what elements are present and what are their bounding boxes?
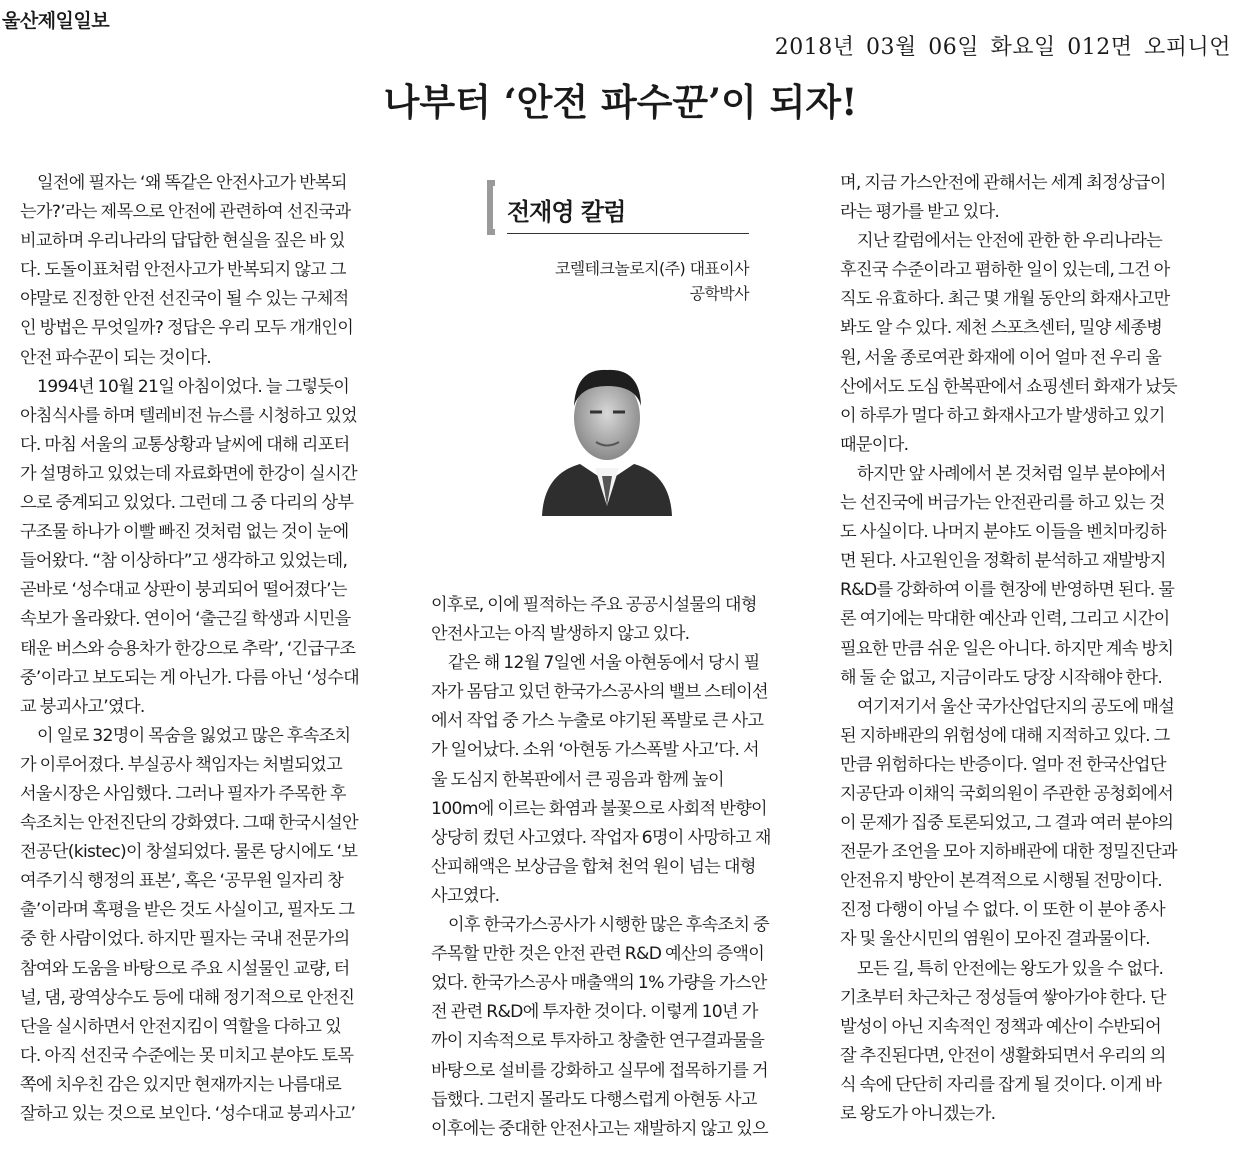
text-line: 안전 파수꾼이 되는 것이다.	[20, 347, 211, 368]
text-line: 1994년 10월 21일 아침이었다. 늘 그렇듯이	[37, 376, 350, 397]
text-line: 기초부터 차근차근 정성들여 쌓아가야 한다. 단	[840, 987, 1166, 1008]
text-line: 전 관련 R&D에 투자한 것이다. 이렇게 10년 가	[431, 1002, 758, 1023]
text-line: 후진국 수준이라고 폄하한 일이 있는데, 그건 아	[840, 260, 1170, 281]
text-line: 바탕으로 설비를 강화하고 실무에 접목하기를 거	[431, 1060, 768, 1081]
text-line: 잘하고 있는 것으로 보인다. ‘성수대교 붕괴사고’	[20, 1104, 356, 1124]
text-line: 면 된다. 사고원인을 정확히 분석하고 재발방지	[840, 551, 1166, 572]
text-line: 다. 도돌이표처럼 안전사고가 반복되지 않고 그	[20, 260, 346, 281]
text-line: 단을 실시하면서 안전지킴이 역할을 다하고 있	[20, 1016, 341, 1037]
text-line: 중 한 사람이었다. 하지만 필자는 국내 전문가의	[20, 929, 350, 950]
text-line: 참여와 도움을 바탕으로 주요 시설물인 교량, 터	[20, 958, 350, 979]
divider	[507, 233, 749, 234]
text-line: 같은 해 12월 7일엔 서울 아현동에서 당시 필	[448, 653, 760, 674]
text-line: 인 방법은 무엇일까? 정답은 우리 모두 개개인이	[20, 318, 354, 339]
text-line: 하지만 앞 사례에서 본 것처럼 일부 분야에서	[857, 463, 1166, 484]
text-line: 듭했다. 그런지 몰라도 다행스럽게 아현동 사고	[431, 1089, 757, 1110]
text-line: 서울시장은 사임했다. 그러나 필자가 주목한 후	[20, 783, 346, 804]
text-line: 었다. 한국가스공사 매출액의 1% 가량을 가스안	[431, 973, 767, 994]
bracket-decoration	[487, 180, 495, 235]
text-line: 까이 지속적으로 투자하고 창출한 연구결과물을	[431, 1031, 765, 1052]
text-line: 만큼 위험하다는 반증이다. 얼마 전 한국산업단	[840, 754, 1166, 775]
column-byline-box	[487, 170, 749, 310]
text-line: 안전유지 방안이 본격적으로 시행될 전망이다.	[840, 871, 1162, 892]
text-line: 가 설명하고 있었는데 자료화면에 한강이 실시간	[20, 463, 357, 484]
text-line: 식 속에 단단히 자리를 잡게 될 것이다. 이게 바	[840, 1074, 1162, 1095]
text-line: 때문이다.	[840, 434, 909, 455]
body-column-1	[20, 169, 402, 1129]
text-line: 이후 한국가스공사가 시행한 많은 후속조치 중	[448, 915, 769, 936]
text-line: 라는 평가를 받고 있다.	[840, 202, 1000, 223]
text-line: 잘 추진된다면, 안전이 생활화되면서 우리의 의	[840, 1045, 1166, 1066]
text-line: 도 사실이다. 나머지 분야도 이들을 벤치마킹하	[840, 522, 1166, 543]
text-line: 필요한 만큼 쉬운 일은 아니다. 하지만 계속 방치	[840, 638, 1174, 659]
text-line: 아침식사를 하며 텔레비전 뉴스를 시청하고 있었	[20, 405, 357, 426]
text-line: 로 왕도가 아니겠는가.	[840, 1104, 996, 1124]
text-line: 상당히 컸던 사고였다. 작업자 6명이 사망하고 재	[431, 827, 771, 848]
text-line: 들어왔다. “참 이상하다”고 생각하고 있었는데,	[20, 551, 348, 572]
text-line: 며, 지금 가스안전에 관해서는 세계 최정상급이	[840, 173, 1166, 193]
author-degree: 공학박사	[689, 284, 749, 303]
text-line: 일전에 필자는 ‘왜 똑같은 안전사고가 반복되	[37, 173, 347, 193]
text-line: 쪽에 치우친 감은 있지만 현재까지는 나름대로	[20, 1074, 341, 1095]
text-line: 주목할 만한 것은 안전 관련 R&D 예산의 증액이	[431, 944, 765, 965]
text-line: 널, 댐, 광역상수도 등에 대해 정기적으로 안전진	[20, 987, 355, 1008]
text-line: 곧바로 ‘성수대교 상판이 붕괴되어 떨어졌다’는	[20, 580, 347, 601]
text-line: 원, 서울 종로여관 화재에 이어 얼마 전 우리 울	[840, 347, 1162, 368]
text-line: 속조치는 안전진단의 강화였다. 그때 한국시설안	[20, 813, 358, 834]
author-info	[555, 256, 749, 306]
text-line: 는 선진국에 버금가는 안전관리를 하고 있는 것	[840, 493, 1165, 514]
author-affiliation: 코렐테크놀로지(주) 대표이사	[554, 259, 749, 278]
text-line: 사고였다.	[431, 885, 500, 906]
text-line: 여주기식 행정의 표본’, 혹은 ‘공무원 일자리 창	[20, 871, 344, 892]
text-line: 자 및 울산시민의 염원이 모아진 결과물이다.	[840, 929, 1150, 950]
text-line: 중’이라고 보도되는 게 아닌가. 다름 아닌 ‘성수대	[20, 667, 360, 688]
author-photo	[540, 356, 674, 516]
text-line: 여기저기서 울산 국가산업단지의 공도에 매설	[857, 696, 1175, 717]
text-line: 교 붕괴사고’였다.	[20, 696, 145, 717]
text-line: 울 도심지 한복판에서 큰 굉음과 함께 높이	[431, 769, 724, 790]
text-line: 비교하며 우리나라의 답답한 현실을 짚은 바 있	[20, 231, 345, 252]
dateline: 2018년 03월 06일 화요일 012면 오피니언	[774, 35, 1231, 60]
text-line: 다. 마침 서울의 교통상황과 날씨에 대해 리포터	[20, 434, 350, 455]
text-line: 야말로 진정한 안전 선진국이 될 수 있는 구체적	[20, 289, 349, 310]
text-line: 전공단(kistec)이 창설되었다. 물론 당시에도 ‘보	[20, 842, 358, 863]
text-line: 100m에 이르는 화염과 불꽃으로 사회적 반향이	[431, 798, 767, 819]
text-line: 발성이 아닌 지속적인 정책과 예산이 수반되어	[840, 1016, 1161, 1037]
text-line: 해 둘 순 없고, 지금이라도 당장 시작해야 한다.	[840, 667, 1163, 688]
text-line: 지공단과 이채익 국회의원이 주관한 공청회에서	[840, 783, 1174, 804]
article-title: 나부터 ‘안전 파수꾼’이 되자!	[383, 80, 858, 124]
text-line: 이후에는 중대한 안전사고는 재발하지 않고 있으	[431, 1118, 768, 1139]
text-line: 된 지하배관의 위험성에 대해 지적하고 있다. 그	[840, 725, 1170, 746]
text-line: 봐도 알 수 있다. 제천 스포츠센터, 밀양 세종병	[840, 318, 1163, 339]
text-line: 가 이루어졌다. 부실공사 책임자는 처벌되었고	[20, 754, 342, 775]
text-line: 산에서도 도심 한복판에서 쇼핑센터 화재가 났듯	[840, 376, 1177, 397]
text-line: 직도 유효하다. 최근 몇 개월 동안의 화재사고만	[840, 289, 1170, 310]
text-line: 다. 아직 선진국 수준에는 못 미치고 분야도 토목	[20, 1045, 354, 1066]
text-line: R&D를 강화하여 이를 현장에 반영하면 된다. 물	[840, 580, 1175, 601]
text-line: 이 하루가 멀다 하고 화재사고가 발생하고 있기	[840, 405, 1165, 426]
text-line: 산피해액은 보상금을 합쳐 천억 원이 넘는 대형	[431, 856, 756, 877]
text-line: 구조물 하나가 이빨 빠진 것처럼 없는 것이 눈에	[20, 522, 349, 543]
text-line: 지난 칼럼에서는 안전에 관한 한 우리나라는	[857, 231, 1163, 252]
text-line: 이 문제가 집중 토론되었고, 그 결과 여러 분야의	[840, 813, 1174, 834]
text-line: 으로 중계되고 있었다. 그런데 그 중 다리의 상부	[20, 493, 354, 514]
text-line: 출’이라며 혹평을 받은 것도 사실이고, 필자도 그	[20, 900, 355, 921]
body-column-2	[431, 591, 815, 1144]
newspaper-name: 울산제일일보	[2, 10, 110, 32]
text-line: 이후로, 이에 필적하는 주요 공공시설물의 대형	[431, 595, 757, 615]
text-line: 가 일어났다. 소위 ‘아현동 가스폭발 사고’다. 서	[431, 740, 759, 761]
text-line: 론 여기에는 막대한 예산과 인력, 그리고 시간이	[840, 609, 1170, 630]
text-line: 자가 몸담고 있던 한국가스공사의 밸브 스테이션	[431, 682, 768, 703]
text-line: 진정 다행이 아닐 수 없다. 이 또한 이 분야 종사	[840, 900, 1165, 921]
text-line: 전문가 조언을 모아 지하배관에 대한 정밀진단과	[840, 842, 1177, 863]
column-name: 전재영 칼럼	[507, 198, 626, 226]
text-line: 에서 작업 중 가스 누출로 야기된 폭발로 큰 사고	[431, 711, 764, 732]
text-line: 안전사고는 아직 발생하지 않고 있다.	[431, 624, 690, 645]
body-column-3	[840, 169, 1224, 1129]
text-line: 태운 버스와 승용차가 한강으로 추락’, ‘긴급구조	[20, 638, 356, 659]
text-line: 는가?’라는 제목으로 안전에 관련하여 선진국과	[20, 202, 351, 223]
text-line: 모든 길, 특히 안전에는 왕도가 있을 수 없다.	[857, 958, 1164, 979]
text-line: 속보가 올라왔다. 연이어 ‘출근길 학생과 시민을	[20, 609, 351, 630]
text-line: 이 일로 32명이 목숨을 잃었고 많은 후속조치	[37, 725, 351, 746]
